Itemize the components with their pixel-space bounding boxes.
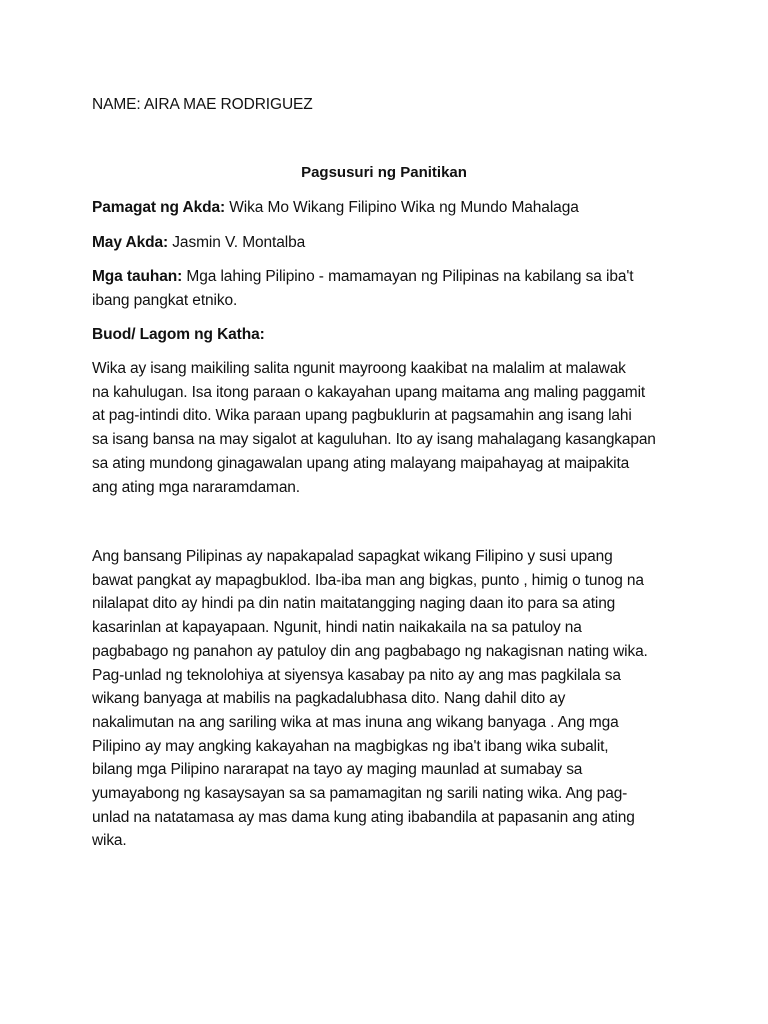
may-akda-label: May Akda: (92, 234, 169, 251)
paragraph-line: bawat pangkat ay mapagbuklod. Iba-iba man ang bigkas, punto , himig o tunog na (92, 571, 644, 589)
mga-tauhan-label: Mga tauhan: (92, 268, 183, 285)
paragraph-line: unlad na natatamasa ay mas dama kung ating ibabandila at papasanin ang ating (92, 808, 635, 826)
pamagat-label: Pamagat ng Akda: (92, 199, 226, 216)
buod-heading: Buod/ Lagom ng Katha: (92, 326, 265, 343)
student-name: NAME: AIRA MAE RODRIGUEZ (92, 96, 313, 113)
paragraph-line: Wika ay isang maikiling salita ngunit mayroong kaakibat na malalim at malawak (92, 360, 626, 377)
may-akda-value: Jasmin V. Montalba (168, 234, 306, 251)
paragraph-line: nakalimutan na ang sariling wika at mas inuna ang wikang banyaga . Ang mga (92, 713, 619, 731)
paragraph-line: sa isang bansa na may sigalot at kaguluhan. Ito ay isang mahalagang kasangkapan (92, 431, 656, 449)
paragraph-line: nilalapat dito ay hindi pa din natin maitatangging naging daan ito para sa ating (92, 595, 616, 613)
paragraph-line: sa ating mundong ginagawalan upang ating malayang maipahayag at maipakita (92, 454, 630, 472)
paragraph-line: wikang banyaga at mabilis na pagkadalubhasa dito. Nang dahil dito ay (92, 690, 566, 708)
paragraph-line: Pilipino ay may angking kakayahan na magbigkas ng iba't ibang wika subalit, (92, 737, 609, 755)
paragraph-line: wika. (92, 832, 127, 850)
paragraph-line: ang ating mga nararamdaman. (92, 478, 300, 496)
summary-paragraph-1 (92, 357, 678, 499)
paragraph-line: pagbabago ng panahon ay patuloy din ang pagbabago ng nakagisnan nating wika. (92, 642, 648, 660)
pamagat-field (92, 199, 579, 217)
document-title: Pagsusuri ng Panitikan (301, 164, 467, 181)
paragraph-line: Pag-unlad ng teknolohiya at siyensya kasabay pa nito ay ang mas pagkilala sa (92, 666, 621, 684)
paragraph-line: na kahulugan. Isa itong paraan o kakayahan upang maitama ang maling paggamit (92, 383, 646, 401)
pamagat-value: Wika Mo Wikang Filipino Wika ng Mundo Mahalaga (225, 199, 579, 216)
mga-tauhan-field (92, 268, 633, 286)
paragraph-line: at pag-intindi dito. Wika paraan upang pagbuklurin at pagsamahin ang isang lahi (92, 407, 632, 425)
summary-paragraph-2 (92, 545, 678, 853)
paragraph-line: kasarinlan at kapayapaan. Ngunit, hindi natin naikakaila na sa patuloy na (92, 619, 582, 637)
paragraph-line: yumayabong ng kasaysayan sa sa pamamagitan ng sarili nating wika. Ang pag- (92, 785, 628, 803)
mga-tauhan-value-continued: ibang pangkat etniko. (92, 292, 238, 309)
paragraph-line: bilang mga Pilipino nararapat na tayo ay maging maunlad at sumabay sa (92, 761, 583, 779)
may-akda-field (92, 234, 305, 252)
mga-tauhan-value: Mga lahing Pilipino - mamamayan ng Pilipinas na kabilang sa iba't (182, 268, 634, 285)
paragraph-line: Ang bansang Pilipinas ay napakapalad sapagkat wikang Filipino y susi upang (92, 548, 613, 565)
